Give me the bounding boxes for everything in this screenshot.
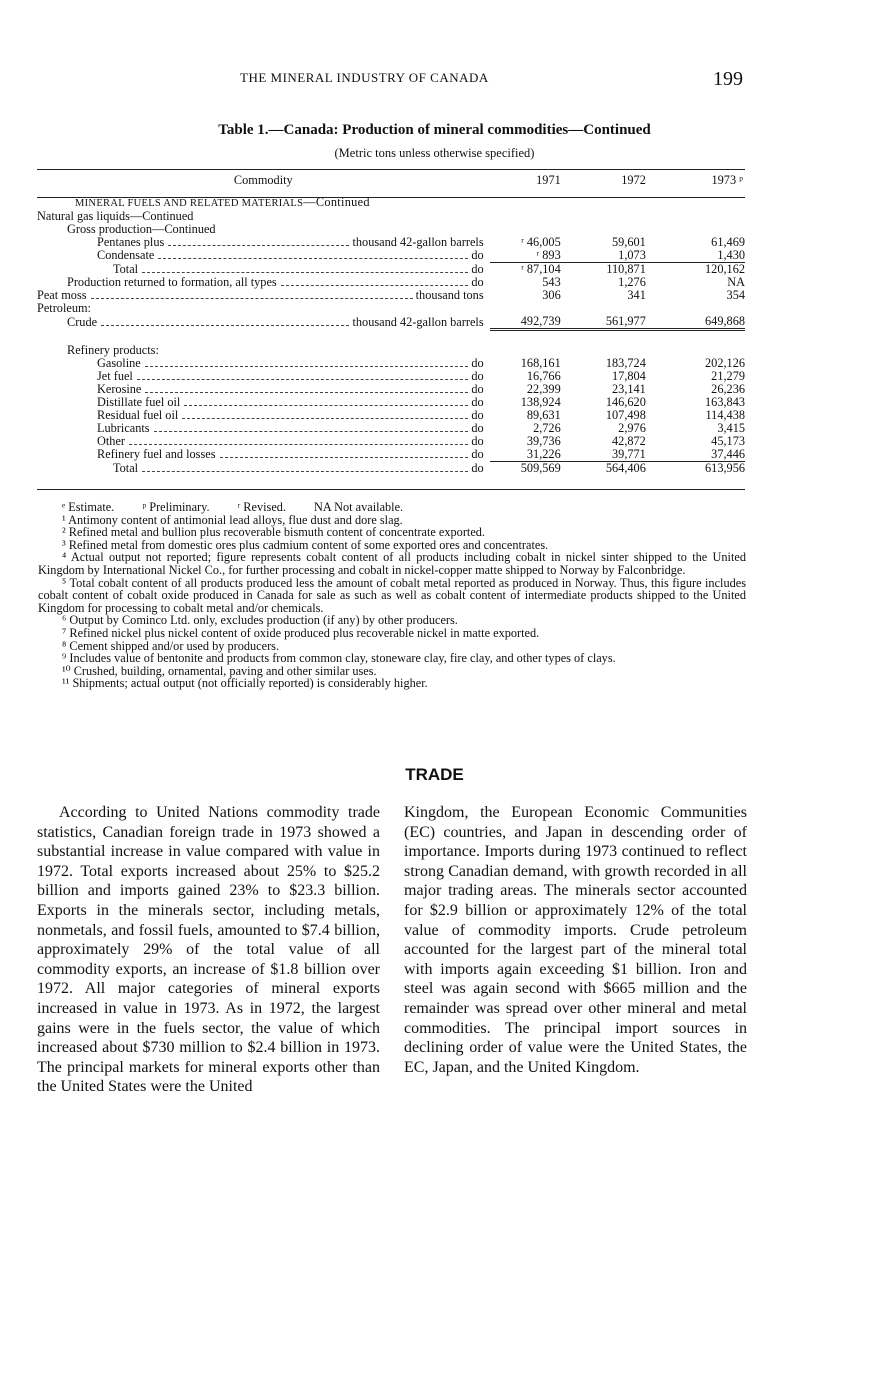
value-1971: ʳ 87,104: [490, 263, 575, 277]
value-1973: 21,279: [711, 369, 745, 383]
leader-dashes: [145, 392, 468, 393]
row-unit: thousand 42-gallon barrels: [352, 315, 484, 329]
value-1973: 1,430: [717, 248, 745, 262]
production-table: [37, 171, 745, 475]
table-row: [37, 289, 745, 302]
row-unit: do: [471, 461, 484, 475]
row-label: Kerosine: [97, 383, 142, 396]
legend-not-available: NA Not available.: [314, 500, 404, 514]
table-row: [37, 315, 745, 330]
row-unit: do: [471, 370, 484, 383]
value-1972: 39,771: [612, 447, 646, 461]
row-label: Pentanes plus: [97, 236, 165, 249]
value-1971: 89,631: [526, 408, 561, 422]
header-1971: 1971: [536, 173, 561, 187]
row-label: Jet fuel: [97, 370, 133, 383]
row-label-cell: [37, 249, 490, 263]
footnote-6: ⁶ Output by Cominco Ltd. only, excludes production (if any) by other producers.: [62, 613, 458, 628]
row-label: Lubricants: [97, 422, 150, 435]
table-notes: [38, 501, 746, 690]
value-1971: 306: [542, 288, 561, 302]
value-1972: 1,073: [618, 248, 646, 262]
table-title: Table 1.—Canada: Production of mineral commodities—Continued: [218, 122, 651, 138]
footnote-10: ¹⁰ Crushed, building, ornamental, paving and other similar uses.: [62, 663, 377, 678]
table-body: [37, 196, 745, 475]
leader-dashes: [220, 457, 469, 458]
running-head: THE MINERAL INDUSTRY OF CANADA: [240, 70, 489, 85]
section-heading-caps: MINERAL FUELS AND RELATED MATERIALS: [75, 198, 304, 209]
row-label-cell: [37, 370, 490, 383]
value-1971: 22,399: [526, 382, 561, 396]
trade-heading: TRADE: [405, 765, 464, 784]
page-number: 199: [713, 68, 743, 90]
value-1973: 3,415: [717, 421, 745, 435]
section-heading-rest: —Continued: [303, 195, 370, 209]
value-1972: 110,871: [575, 263, 660, 277]
value-1972: 183,724: [605, 356, 646, 370]
row-label: Peat moss: [37, 289, 87, 302]
table-total-row: [37, 263, 745, 277]
footnote-9: ⁹ Includes value of bentonite and products from common clay, stoneware clay, fire clay, and other types of clays.: [62, 651, 616, 666]
leader-dashes: [142, 272, 468, 273]
footnote-3: ³ Refined metal from domestic ores plus cadmium content of some exported ores and concentrates.: [62, 537, 549, 552]
value-1973: 37,446: [711, 447, 745, 461]
table-row: [37, 448, 745, 462]
leader-dashes: [145, 366, 469, 367]
header-1972: 1972: [621, 173, 646, 187]
leader-dashes: [101, 325, 349, 326]
row-label: Gross production—Continued: [67, 223, 216, 236]
row-unit: do: [471, 249, 484, 263]
value-1972: 59,601: [612, 235, 646, 249]
header-commodity: Commodity: [233, 173, 293, 187]
row-unit: do: [471, 262, 484, 276]
leader-dashes: [91, 298, 413, 299]
trade-left-column: [37, 803, 380, 1097]
row-label-cell: [37, 223, 490, 236]
table-bottom-rule: [37, 489, 745, 490]
value-1973: 61,469: [711, 235, 745, 249]
row-unit: do: [471, 448, 484, 462]
trade-paragraph-right: Kingdom, the European Economic Communities (EC) countries, and Japan in descending order of importance. Imports during 1973 continued to reflect strong Canadian demand, with growth recorded in all major trading areas. The minerals sector accounted for $2.9 billion or approximately 12% of the total value of commodity imports. Crude petroleum accounted for the largest part of the mineral total with imports again exceeding $1 billion. Iron and steel was again second with $665 million and the remainder was spread over other mineral and metal commodities. The principal import sources in declining order of value were the United States, the EC, Japan, and the United Kingdom.: [404, 804, 747, 1076]
value-1971: 138,924: [520, 395, 561, 409]
row-label-cell: [37, 236, 490, 249]
value-1973: NA: [727, 275, 745, 289]
footnote-4: ⁴ Actual output not reported; figure represents cobalt content of all products including cobalt in nickel sinter shipped to the United Kingdom by International Nickel Co., for further processing and cobalt in nickel-copper matte shipped to Norway by Falconbridge.: [38, 550, 746, 577]
value-1972: 107,498: [605, 408, 646, 422]
leader-dashes: [158, 258, 468, 259]
row-label: Refinery fuel and losses: [97, 448, 216, 462]
leader-dashes: [184, 405, 468, 406]
row-label: Refinery products:: [67, 344, 159, 357]
value-1971: 39,736: [526, 434, 561, 448]
footnote-1: ¹ Antimony content of antimonial lead alloys, flue dust and dore slag.: [62, 512, 403, 527]
value-1973: [660, 210, 745, 223]
table-row: [37, 249, 745, 263]
value-1971: 168,161: [520, 356, 561, 370]
row-label-cell: [37, 263, 490, 277]
row-label-cell: [37, 344, 490, 357]
table-row: [37, 210, 745, 223]
row-unit: do: [471, 276, 484, 289]
row-label: Other: [97, 435, 125, 448]
leader-dashes: [142, 471, 468, 472]
row-label: Residual fuel oil: [97, 409, 179, 422]
value-1972: [575, 210, 660, 223]
row-unit: do: [471, 357, 484, 370]
row-label: Crude: [67, 315, 98, 329]
table-header-row: [37, 171, 745, 196]
row-label: Gasoline: [97, 357, 141, 370]
value-1971: 543: [542, 275, 561, 289]
value-1972: 564,406: [575, 462, 660, 476]
trade-paragraph-left: According to United Nations commodity trade statistics, Canadian foreign trade in 1973 showed a substantial increase in value compared with value in 1972. Total exports increased about 25% to $25.2 billion and imports gained 23% to $23.3 billion. Exports in the minerals sector, including metals, nonmetals, and fossil fuels, amounted to $7.4 billion, approximately 29% of the total value of all commodity exports, an increase of $1.8 billion over 1972. All major categories of mineral exports increased in value in 1973. As in 1972, the largest gains were in the fuels sector, the value of which increased about $730 million to $2.4 billion in 1973. The principal markets for mineral exports other than the United States were the United: [37, 804, 380, 1096]
leader-dashes: [168, 245, 349, 246]
footnote-8: ⁸ Cement shipped and/or used by producers.: [62, 638, 280, 653]
legend-preliminary: ᵖ Preliminary.: [142, 500, 210, 514]
value-1973: 354: [726, 288, 745, 302]
value-1971: 509,569: [490, 462, 575, 476]
value-1972: 1,276: [618, 275, 646, 289]
value-1971: 2,726: [533, 421, 561, 435]
footnote-5: ⁵ Total cobalt content of all products produced less the amount of cobalt metal reported as produced in Norway. Thus, this figure includes cobalt content of cobalt oxide produced in Canada for sale as such as well as cobalt content of intermediate products shipped to the United Kingdom for processing to cobalt metal and/or chemicals.: [38, 575, 746, 615]
value-1972: 341: [627, 288, 646, 302]
row-label-cell: [37, 435, 490, 448]
value-1972: 2,976: [618, 421, 646, 435]
value-1972: 561,977: [575, 315, 660, 330]
row-label-cell: [37, 448, 490, 462]
row-label-cell: [37, 302, 490, 315]
value-1971: 31,226: [526, 447, 561, 461]
trade-right-column: [404, 803, 747, 1077]
row-label: Total: [113, 262, 139, 276]
value-1971: ʳ 46,005: [521, 235, 561, 249]
row-label: Total: [113, 461, 139, 475]
value-1971: 492,739: [490, 315, 575, 330]
row-label-cell: [37, 289, 490, 302]
row-label: Condensate: [97, 249, 155, 263]
row-label: Petroleum:: [37, 302, 91, 315]
value-1973: 45,173: [711, 434, 745, 448]
value-1973: 114,438: [705, 408, 745, 422]
value-1971: [490, 210, 575, 223]
legend-revised: ʳ Revised.: [237, 500, 286, 514]
footnote-7: ⁷ Refined nickel plus nickel content of oxide produced plus recoverable nickel in matte exported.: [62, 625, 540, 640]
row-label-cell: [37, 409, 490, 422]
row-label-cell: [37, 462, 490, 476]
table-top-rule: [37, 169, 745, 170]
row-unit: thousand tons: [415, 289, 484, 302]
value-1973: 26,236: [711, 382, 745, 396]
value-1971: ʳ 893: [536, 248, 561, 262]
row-label-cell: [37, 383, 490, 396]
leader-dashes: [281, 285, 469, 286]
table-subtitle: (Metric tons unless otherwise specified): [334, 146, 535, 160]
footnote-11: ¹¹ Shipments; actual output (not officially reported) is considerably higher.: [62, 676, 428, 691]
value-1972: 146,620: [605, 395, 646, 409]
leader-dashes: [154, 431, 469, 432]
row-unit: do: [471, 396, 484, 409]
row-unit: do: [471, 435, 484, 448]
value-1972: 23,141: [612, 382, 646, 396]
row-label-cell: [37, 396, 490, 409]
footnote-2: ² Refined metal and bullion plus recoverable bismuth content of concentrate exported.: [62, 525, 486, 540]
spacer-row: [37, 330, 745, 345]
symbol-legend: [38, 501, 746, 514]
row-label: Distillate fuel oil: [97, 396, 181, 409]
row-unit: do: [471, 409, 484, 422]
leader-dashes: [182, 418, 468, 419]
row-label-cell: [37, 422, 490, 435]
row-label: Natural gas liquids—Continued: [37, 210, 194, 223]
row-label-cell: [37, 315, 490, 330]
value-1973: 649,868: [660, 315, 745, 330]
leader-dashes: [137, 379, 468, 380]
section-heading-row: [37, 196, 745, 210]
value-1972: 42,872: [612, 434, 646, 448]
row-unit: do: [471, 422, 484, 435]
value-1972: 17,804: [612, 369, 646, 383]
value-1973: 163,843: [705, 395, 745, 409]
row-unit: thousand 42-gallon barrels: [352, 236, 484, 249]
row-label-cell: [37, 357, 490, 370]
row-unit: do: [471, 383, 484, 396]
legend-estimate: ᵉ Estimate.: [62, 500, 115, 514]
value-1973: 613,956: [660, 462, 745, 476]
header-1973: 1973 ᵖ: [711, 173, 743, 187]
value-1973: 120,162: [660, 263, 745, 277]
leader-dashes: [129, 444, 468, 445]
row-label-cell: [37, 210, 490, 223]
value-1971: 16,766: [526, 369, 561, 383]
row-label-cell: [37, 276, 490, 289]
value-1973: 202,126: [705, 356, 745, 370]
row-label: Production returned to formation, all types: [67, 276, 277, 289]
table-total-row: [37, 462, 745, 476]
